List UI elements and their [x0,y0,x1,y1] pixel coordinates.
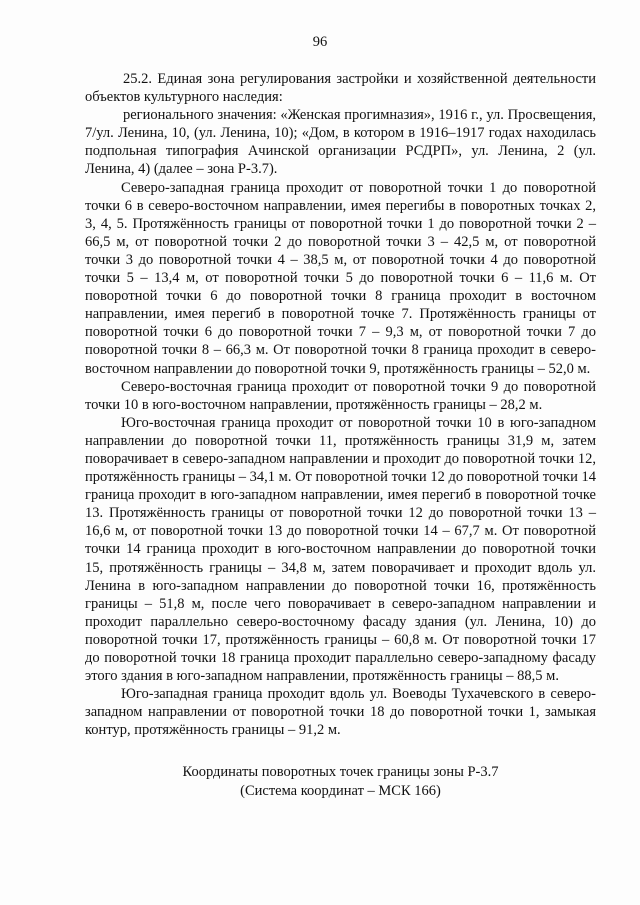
coordinates-caption-title: Координаты поворотных точек границы зоны Р-3.7 [182,764,499,781]
boundary-southwest: Юго-западная граница проходит вдоль ул. Воеводы Тухачевского в северо-западном направлении от поворотной точки 18 до поворотной точки 1, замыкая контур, протяжённость границы – 91,2 м. [85,686,596,739]
boundary-northwest: Северо-западная граница проходит от поворотной точки 1 до поворотной точки 6 в северо-восточном направлении, имея перегибы в поворотных точках 2, 3, 4, 5. Протяжённость границы от поворотной точки 1 до поворотной точки 2 – 66,5 м, от поворотной точки 2 до поворотной точки 3 – 42,5 м, от поворотной точки 3 до поворотной точки 4 – 38,5 м, от поворотной точки 4 до поворотной точки 5 – 13,4 м, от поворотной точки 5 до поворотной точки 6 – 11,6 м. От поворотной точки 6 до поворотной точки 8 граница проходит в восточном направлении, имея перегиб в поворотной точке 7. Протяжённость границы от поворотной точки 6 до поворотной точки 7 – 9,3 м, от поворотной точки 7 до поворотной точки 8 – 66,3 м. От поворотной точки 8 граница проходит в северо-восточном направлении до поворотной точки 9, протяжённость границы – 52,0 м. [85,179,596,377]
zone-description: регионального значения: «Женская прогимназия», 1916 г., ул. Просвещения, 7/ул. Ленина, 10, (ул. Ленина, 10); «Дом, в котором в 1916–1917 годах находилась подпольная типография Ачинской организации РСДРП», ул. Ленина, 2 (ул. Ленина, 4) (далее – зона Р-3.7). [85,107,596,178]
document-body [85,70,596,801]
section-spacer [85,739,596,763]
page-number: 96 [312,34,328,50]
zone-heading: 25.2. Единая зона регулирования застройки и хозяйственной деятельности объектов культурного наследия: [85,71,596,106]
coordinates-caption-subtitle: (Система координат – МСК 166) [240,783,441,800]
boundary-southeast: Юго-восточная граница проходит от поворотной точки 10 в юго-западном направлении до поворотной точки 11, протяжённость границы 31,9 м, затем поворачивает в северо-западном направлении и проходит до поворотной точки 12, протяжённость границы – 34,1 м. От поворотной точки 12 до поворотной точки 14 граница проходит в юго-западном направлении, имея перегиб в поворотной точке 13. Протяжённость границы от поворотной точки 12 до поворотной точки 13 – 16,6 м, от поворотной точки 13 до поворотной точки 14 – 67,7 м. От поворотной точки 14 граница проходит в юго-восточном направлении до поворотной точки 15, протяжённость границы – 34,8 м, затем поворачивает и проходит вдоль ул. Ленина в юго-западном направлении до поворотной точки 16, протяжённость границы – 51,8 м, после чего поворачивает в северо-западном направлении и проходит параллельно северо-восточному фасаду здания (ул. Ленина, 10) до поворотной точки 17, протяжённость границы – 60,8 м. От поворотной точки 17 до поворотной точки 18 граница проходит параллельно северо-западному фасаду этого здания в юго-западном направлении, протяжённость границы – 88,5 м. [85,414,596,685]
boundary-northeast: Северо-восточная граница проходит от поворотной точки 9 до поворотной точки 10 в юго-восточном направлении, протяжённость границы – 28,2 м. [85,378,596,413]
